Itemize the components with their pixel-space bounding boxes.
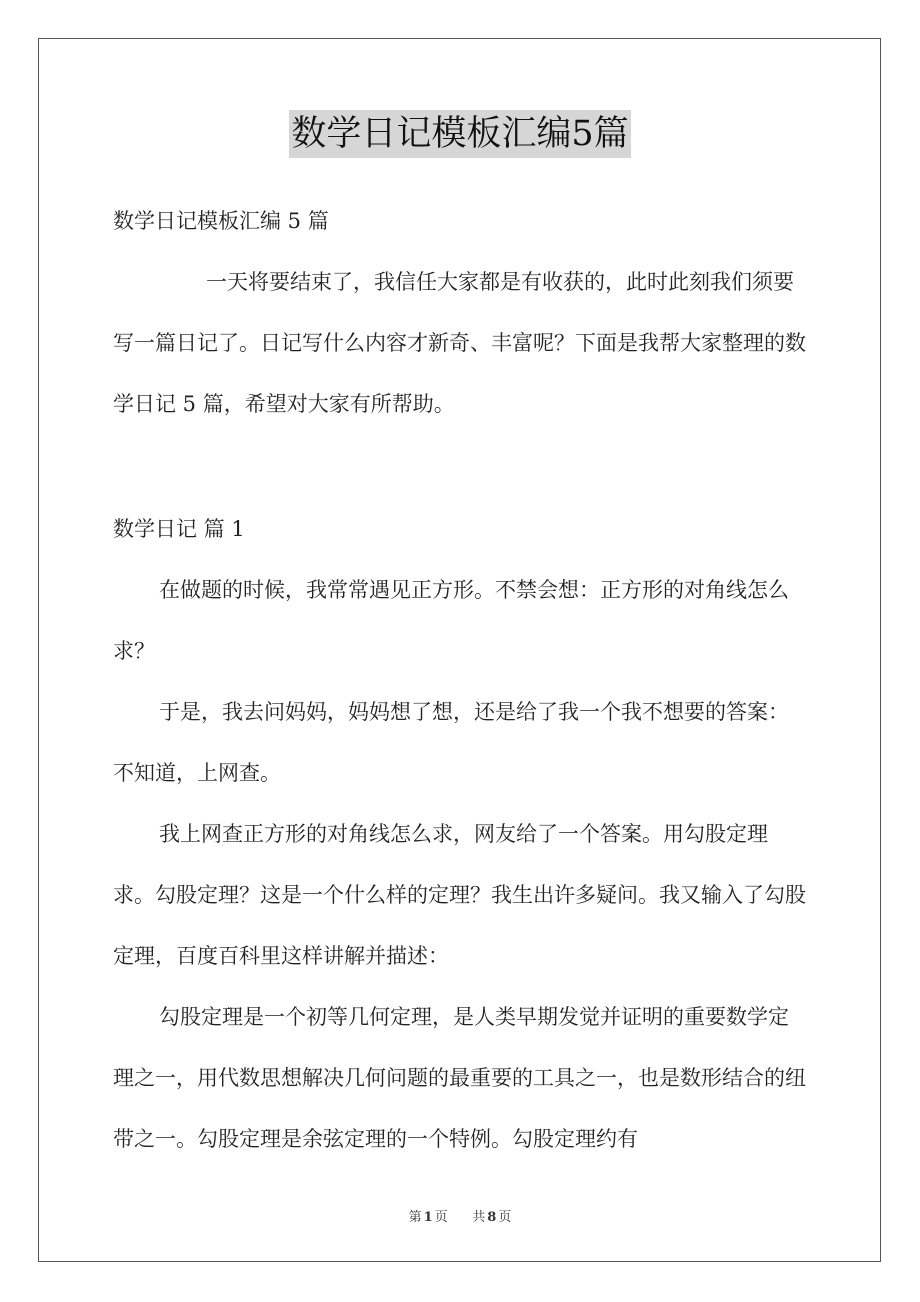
body-paragraph-2: 于是，我去问妈妈，妈妈想了想，还是给了我一个我不想要的答案：不知道，上网查。 <box>113 700 789 785</box>
section-spacer <box>113 435 807 499</box>
current-page: 1 <box>423 1210 433 1225</box>
document-subtitle: 数学日记模板汇编 5 篇 <box>113 209 329 233</box>
page-label-prefix: 第 <box>408 1210 422 1225</box>
body-paragraph-3: 我上网查正方形的对角线怎么求，网友给了一个答案。用勾股定理求。勾股定理？这是一个什么样的定理？我生出许多疑问。我又输入了勾股定理，百度百科里这样讲解并描述： <box>113 822 806 968</box>
body-paragraph-1: 在做题的时候，我常常遇见正方形。不禁会想：正方形的对角线怎么求？ <box>113 578 789 663</box>
title-container <box>0 110 920 158</box>
section-heading: 数学日记 篇 1 <box>113 517 245 541</box>
document-body <box>113 191 807 1170</box>
page-number <box>407 1210 450 1225</box>
intro-paragraph: 一天将要结束了，我信任大家都是有收获的，此时此刻我们须要写一篇日记了。日记写什么内容才新奇、丰富呢？下面是我帮大家整理的数学日记 5 篇，希望对大家有所帮助。 <box>113 270 806 416</box>
total-page-count: 8 <box>487 1210 497 1225</box>
total-pages <box>470 1210 513 1225</box>
page-footer <box>0 1206 920 1225</box>
body-paragraph-4: 勾股定理是一个初等几何定理，是人类早期发觉并证明的重要数学定理之一，用代数思想解决几何问题的最重要的工具之一，也是数形结合的纽带之一。勾股定理是余弦定理的一个特例。勾股定理约有 <box>113 1005 806 1151</box>
page-label-suffix: 页 <box>434 1210 448 1225</box>
total-label-suffix: 页 <box>498 1210 512 1225</box>
total-label-prefix: 共 <box>472 1210 486 1225</box>
document-title: 数学日记模板汇编5篇 <box>289 110 630 158</box>
